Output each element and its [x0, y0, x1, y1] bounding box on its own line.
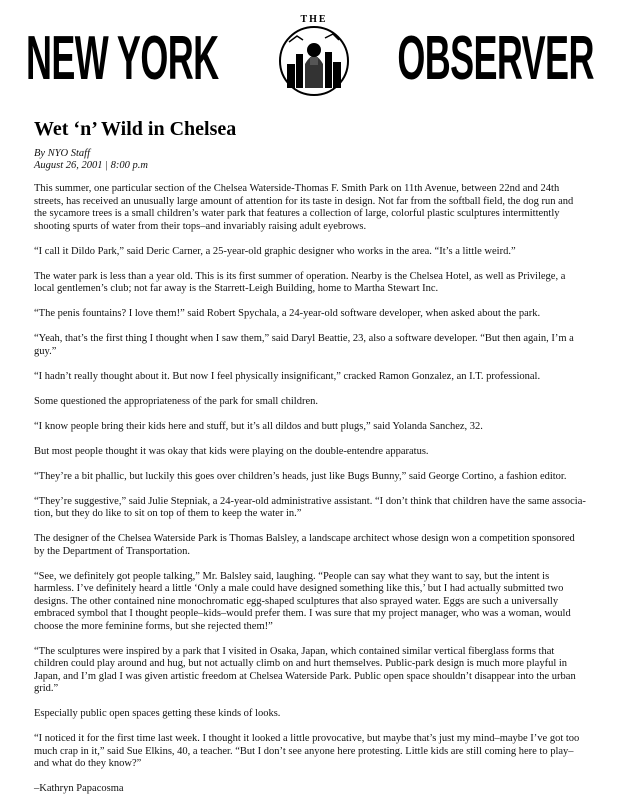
article-paragraph: “They’re suggestive,” said Julie Stepniak, a 24-year-old administrative assistant. “I don’t think that children have the same associa-tion, but they do like to sit on top of them to keep the water in.”: [34, 495, 586, 519]
article-headline: Wet ‘n’ Wild in Chelsea: [34, 118, 237, 140]
dateline: August 26, 2001 | 8:00 p.m: [34, 160, 149, 171]
masthead-the: THE: [300, 14, 328, 25]
article-paragraph: “I know people bring their kids here and stuff, but it’s all dildos and butt plugs,” said Yolanda Sanchez, 32.: [34, 420, 483, 432]
masthead-emblem-icon: [277, 24, 351, 98]
article-paragraph: “I noticed it for the first time last week. I thought it looked a little provocative, but maybe that’s just my mind–maybe I’ve got too much crap in it,” said Sue Elkins, 40, a teacher. “But I don’t see anyone here protesting. Little kids are still coming here to play–and what do they know?”: [34, 733, 580, 769]
masthead-new-york: NEW YORK: [26, 24, 219, 93]
masthead: [26, 14, 594, 98]
article-paragraph: “See, we definitely got people talking,” Mr. Balsley said, laughing. “People can say what they want to say, but the intent is harmless. I’ve definitely heard a little ‘Only a male could have designed something like this,’ but I had actually submitted two designs. The other contained nine monochromatic egg-shaped sculptures that also sprayed water. Eggs are such a universally embraced symbol that I thought people–kids–would prefer them. I was sure that my project manager, who was a woman, would choose the more feminine forms, but she rejected them!”: [34, 570, 571, 632]
author-signoff: –Kathryn Papacosma: [34, 783, 124, 794]
article-paragraph: “Yeah, that’s the first thing I thought when I saw them,” said Daryl Beattie, 23, also a software developer. “But then again, I’m a guy.”: [34, 333, 574, 357]
article-paragraph: But most people thought it was okay that kids were playing on the double-entendre apparatus.: [34, 445, 429, 457]
article-paragraph: “I hadn’t really thought about it. But now I feel physically insignificant,” cracked Ramon Gonzalez, an I.T. professional.: [34, 370, 541, 382]
article-paragraph: The designer of the Chelsea Waterside Park is Thomas Balsley, a landscape architect whose design won a competition sponsored by the Department of Transportation.: [34, 533, 575, 557]
article-body: [34, 183, 586, 808]
masthead-observer: OBSERVER: [397, 24, 594, 93]
article-paragraph: The water park is less than a year old. This is its first summer of operation. Nearby is the Chelsea Hotel, as well as Privilege, a local gentlemen’s club; not far away is the Starrett-Leigh Building, home to Martha Stewart Inc.: [34, 270, 566, 294]
byline: By NYO Staff: [34, 148, 91, 159]
article-paragraph: “They’re a bit phallic, but luckily this goes over children’s heads, just like Bugs Bunny,” said George Cortino, a fashion editor.: [34, 470, 567, 482]
byline-block: [34, 148, 148, 172]
article-paragraph: “I call it Dildo Park,” said Deric Carner, a 25-year-old graphic designer who works in the area. “It’s a little weird.”: [34, 245, 516, 257]
article-paragraph: Especially public open spaces getting these kinds of looks.: [34, 708, 281, 719]
article-paragraph: “The sculptures were inspired by a park that I visited in Osaka, Japan, which contained similar vertical fiberglass forms that children could play around and hug, but not actually climb on and hurt themselves. Public-park design is much more playful in Japan, and I’m glad I was given artistic freedom at Chelsea Waterside Park. Public open space shouldn’t disappear into the urban grid.”: [34, 645, 576, 694]
article-paragraph: This summer, one particular section of the Chelsea Waterside-Thomas F. Smith Park on 11th Avenue, between 22nd and 24th streets, has received an unusually large amount of attention for its taste in design. Not far from the softball field, the dog run and the sycamore trees is a small children’s water park that features a collection of large, colorful plastic sculptures intermittently shooting spurts of water from their tops–and invariably raising adult eyebrows.: [34, 183, 574, 232]
article-paragraph: Some questioned the appropriateness of the park for small children.: [34, 395, 319, 407]
article-paragraph: “The penis fountains? I love them!” said Robert Spychala, a 24-year-old software developer, when asked about the park.: [34, 308, 541, 319]
